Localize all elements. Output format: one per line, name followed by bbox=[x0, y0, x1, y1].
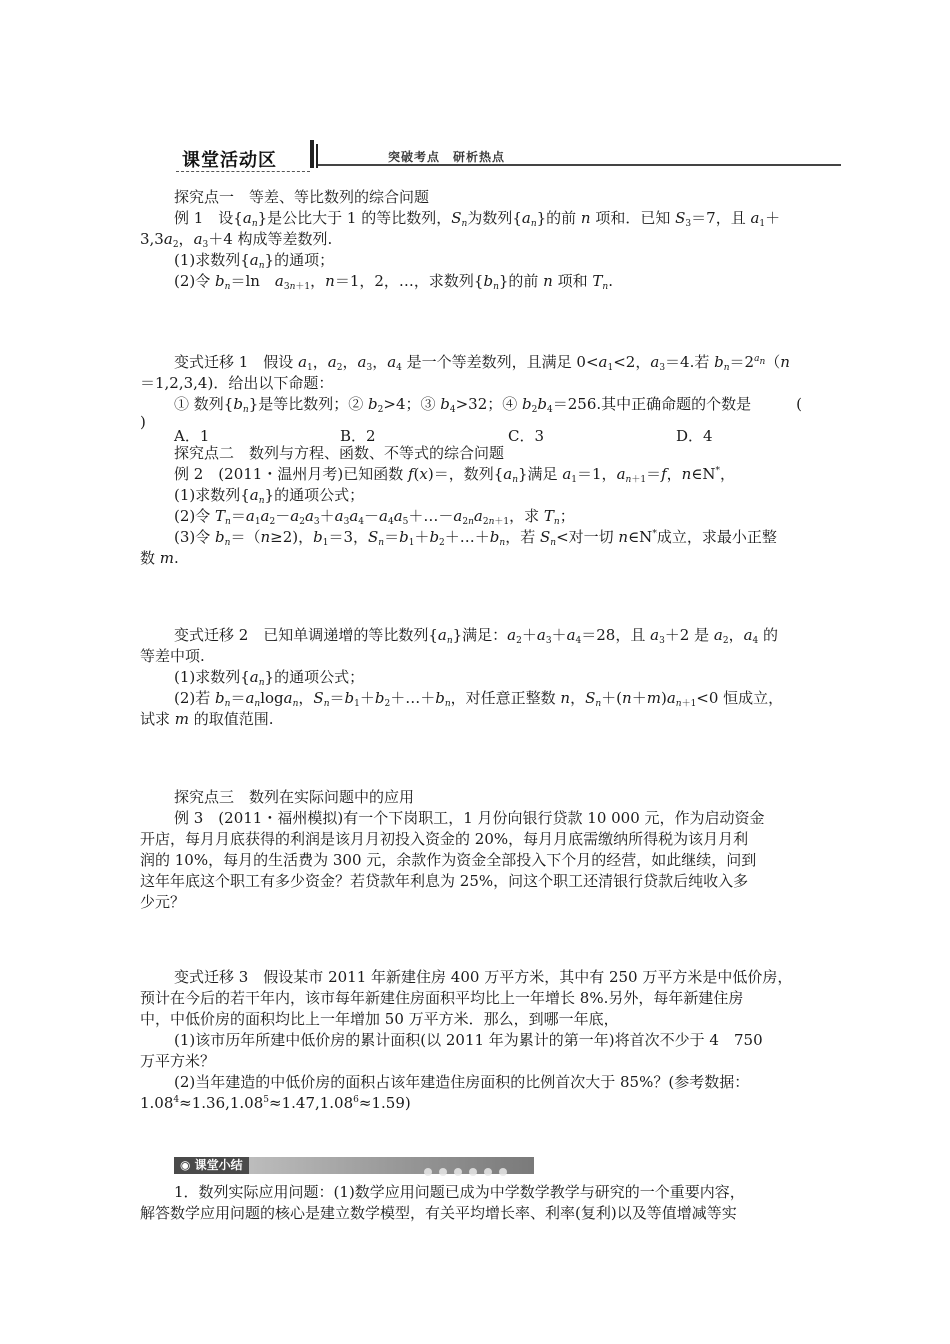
example-2-part-3-cont: 数 m. bbox=[140, 549, 179, 567]
header-bar-thick bbox=[310, 140, 314, 168]
option-b[interactable]: B．2 bbox=[340, 427, 376, 445]
summary-dots bbox=[424, 1161, 514, 1180]
example-3-line-3: 润的 10%，每月的生活费为 300 元，余款作为资金全部投入下个月的经营，如此继续，问到 bbox=[140, 851, 757, 869]
example-2-part-1: (1)求数列$\{a_n\}$的通项公式； bbox=[174, 486, 365, 506]
topic-3-title: 探究点三 数列在实际问题中的应用 bbox=[174, 788, 415, 806]
option-a[interactable]: A．1 bbox=[174, 427, 210, 445]
example-2-part-3: (3)令 $b_n=(n\ge 2)$，$b_1=3$，$S_n=b_1+b_2+\dots+b_n$，若 $S_n<$对一切 n∈N*成立，求最小正整 bbox=[174, 528, 777, 548]
dot-6 bbox=[499, 1168, 507, 1176]
variant-3-part-1-cont: 万平方米？ bbox=[140, 1052, 216, 1070]
variant-2-part-2-cont: 试求 m 的取值范围. bbox=[140, 710, 274, 728]
example-1-part-2: (2)令 $b_n=\ln$ $a_{3n+1}$，n＝1，2，…，求数列$\{b_n\}$的前 n 项和 $T_n$. bbox=[174, 272, 613, 292]
section-header-subtitle: 突破考点 研析热点 bbox=[388, 150, 506, 164]
example-2-part-2: (2)令 $T_n=a_1a_2-a_2a_3+a_3a_4-a_4a_5+\dots-a_{2n}a_{2n+1}$，求 $T_n$； bbox=[174, 507, 575, 527]
variant-3-line-2: 预计在今后的若干年内，该市每年新建住房面积平均比上一年增长 8%.另外，每年新建住房 bbox=[140, 989, 744, 1007]
variant-2-line-2: 等差中项. bbox=[140, 647, 205, 665]
variant-3-line-1: 变式迁移 3 假设某市 2011 年新建住房 400 万平方米，其中有 250 万平方米是中低价房， bbox=[174, 968, 793, 986]
example-3-line-5: 少元？ bbox=[140, 893, 186, 911]
variant-3-reference-data: $1.08^4\approx 1.36,1.08^5\approx 1.47,1.08^6\approx 1.59$) bbox=[140, 1094, 411, 1112]
example-1-line-1: 例 1 设$\{a_n\}$是公比大于 1 的等比数列，$S_n$为数列$\{a_n\}$的前 n 项和．已知 $S_3=7$，且 $a_1+$ bbox=[174, 209, 781, 229]
variant-2-line-1: 变式迁移 2 已知单调递增的等比数列$\{a_n\}$满足：$a_2+a_3+a_4=28$，且 $a_3+2$ 是 $a_2$，$a_4$ 的 bbox=[174, 626, 779, 646]
dot-1 bbox=[424, 1168, 432, 1176]
dot-3 bbox=[454, 1168, 462, 1176]
topic-1-title: 探究点一 等差、等比数列的综合问题 bbox=[174, 188, 430, 206]
variant-3-line-3: 中，中低价房的面积均比上一年增加 50 万平方米．那么，到哪一年底， bbox=[140, 1010, 619, 1028]
topic-2-title: 探究点二 数列与方程、函数、不等式的综合问题 bbox=[174, 444, 505, 462]
dot-5 bbox=[484, 1168, 492, 1176]
example-1-part-1: (1)求数列$\{a_n\}$的通项； bbox=[174, 251, 335, 271]
variant-1-line-3: ① 数列$\{b_n\}$是等比数列；② $b_2>4$；③ $b_4>32$；④ $b_2b_4=256$.其中正确命题的个数是 ( bbox=[174, 395, 802, 415]
example-3-line-1: 例 3 (2011・福州模拟)有一个下岗职工，1 月份向银行贷款 10 000 元，作为启动资金 bbox=[174, 809, 765, 827]
variant-1-line-1: 变式迁移 1 假设 $a_1$，$a_2$，$a_3$，$a_4$ 是一个等差数列，且满足 $0<a_1<2$，$a_3=4$.若 $b_n=2^{a_n}(n$ bbox=[174, 353, 790, 373]
variant-1-line-4: ) bbox=[140, 413, 146, 431]
dot-2 bbox=[439, 1168, 447, 1176]
example-3-line-2: 开店，每月月底获得的利润是该月月初投入资金的 20%，每月月底需缴纳所得税为该月月利 bbox=[140, 830, 749, 848]
section-header-title: 课堂活动区 bbox=[182, 150, 277, 171]
variant-3-part-1: (1)该市历年所建中低价房的累计面积(以 2011 年为累计的第一年)将首次不少于 4 750 bbox=[174, 1031, 763, 1049]
option-c[interactable]: C．3 bbox=[508, 427, 545, 445]
example-1-line-2: $3,3a_2$，$a_3+4$ 构成等差数列. bbox=[140, 230, 333, 250]
summary-label: ◉ 课堂小结 bbox=[174, 1157, 249, 1174]
variant-1-line-2: ＝1,2,3,4)．给出以下命题： bbox=[140, 374, 334, 392]
summary-line-1: 1．数列实际应用问题：(1)数学应用问题已成为中学数学教学与研究的一个重要内容， bbox=[174, 1183, 745, 1201]
variant-2-part-1: (1)求数列$\{a_n\}$的通项公式； bbox=[174, 668, 365, 688]
example-2-line-1: 例 2 (2011・温州月考)已知函数 f(x)＝，数列$\{a_n\}$满足 $a_1=1$，$a_{n+1}=f$，n∈N*， bbox=[174, 465, 736, 485]
dot-4 bbox=[469, 1168, 477, 1176]
variant-2-part-2: (2)若 $b_n=a_n\log a_n$，$S_n=b_1+b_2+\dots+b_n$，对任意正整数 n，$S_n+(n+m)a_{n+1}<0$ 恒成立， bbox=[174, 689, 784, 709]
summary-line-2: 解答数学应用问题的核心是建立数学模型，有关平均增长率、利率(复利)以及等值增减等实 bbox=[140, 1204, 737, 1222]
option-d[interactable]: D．4 bbox=[676, 427, 713, 445]
variant-3-part-2: (2)当年建造的中低价房的面积占该年建造住房面积的比例首次大于 85%？(参考数据： bbox=[174, 1073, 750, 1091]
example-3-line-4: 这年年底这个职工有多少资金？若贷款年利息为 25%，问这个职工还清银行贷款后纯收入多 bbox=[140, 872, 749, 890]
header-dashed-underline bbox=[176, 171, 310, 172]
